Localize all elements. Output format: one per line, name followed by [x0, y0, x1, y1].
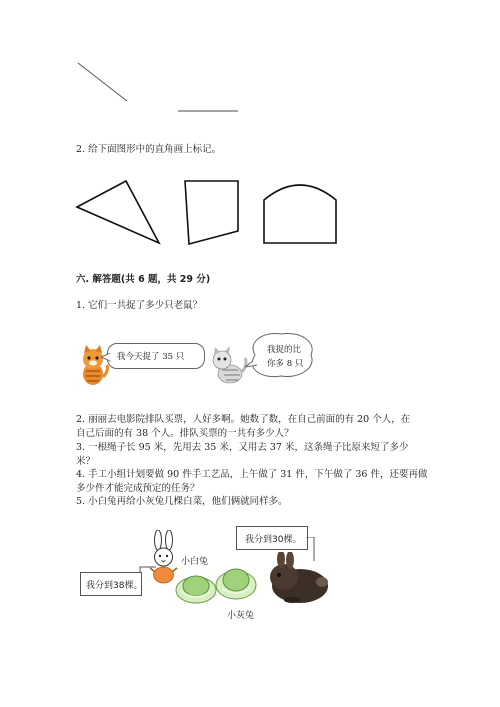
- orange-cat-picture: [76, 345, 110, 387]
- white-rabbit-speech-box: [80, 572, 142, 596]
- question-one-text: 1. 它们一共捉了多少只老鼠？: [76, 300, 203, 311]
- right-cat-thought-bubble: [245, 331, 317, 379]
- triangle-shape: [77, 181, 159, 243]
- right-cat-speech-line1: 我捉的比: [267, 345, 302, 355]
- cabbage-right-picture: [214, 562, 258, 602]
- quadrilateral-shape: [185, 181, 238, 244]
- cabbage-left-picture: [174, 568, 218, 606]
- white-rabbit-speech-text: 我分到38棵。: [86, 581, 143, 591]
- arched-shape: [264, 185, 336, 243]
- left-cat-speech-bubble: [107, 343, 205, 369]
- slanted-line-segment: [78, 63, 127, 101]
- question-four-line1: 4. 手工小组计划要做 90 件手工艺品，上午做了 31 件，下午做了 36 件，还要再做: [76, 469, 428, 480]
- question-two-line2: 自己后面的有 38 个人。排队买票的一共有多少人？: [76, 428, 294, 439]
- grey-cat-picture: [208, 346, 248, 386]
- line-segments-figure: [70, 55, 250, 120]
- white-rabbit-name-label: 小白兔: [181, 557, 209, 567]
- left-bubble-tail: [101, 353, 111, 363]
- question-five-text: 5. 小白兔再给小灰兔几棵白菜，他们俩就同样多。: [76, 496, 288, 507]
- question-two-line1: 2. 丽丽去电影院排队买票，人好多啊。她数了数，在自己前面的有 20 个人，在: [76, 414, 411, 425]
- shapes-figure: [70, 172, 350, 248]
- question-three-line2: 米？: [76, 456, 96, 467]
- right-angle-instruction: 2. 给下面图形中的直角画上标记。: [76, 144, 222, 155]
- left-cat-speech-text: 我今天捉了 35 只: [117, 352, 185, 362]
- grey-rabbit-picture: [262, 552, 332, 606]
- section-six-heading: 六. 解答题(共 6 题，共 29 分): [76, 274, 211, 285]
- question-four-line2: 多少件才能完成预定的任务？: [76, 483, 200, 494]
- grey-rabbit-speech-text: 我分到30棵。: [245, 535, 302, 545]
- grey-rabbit-speech-box: [236, 526, 308, 550]
- grey-rabbit-name-label: 小灰兔: [227, 611, 255, 621]
- question-three-line1: 3. 一根绳子长 95 米，先用去 35 米，又用去 37 米，这条绳子比原来短了多少: [76, 442, 409, 453]
- right-cat-speech-line2: 你多 8 只: [267, 359, 304, 369]
